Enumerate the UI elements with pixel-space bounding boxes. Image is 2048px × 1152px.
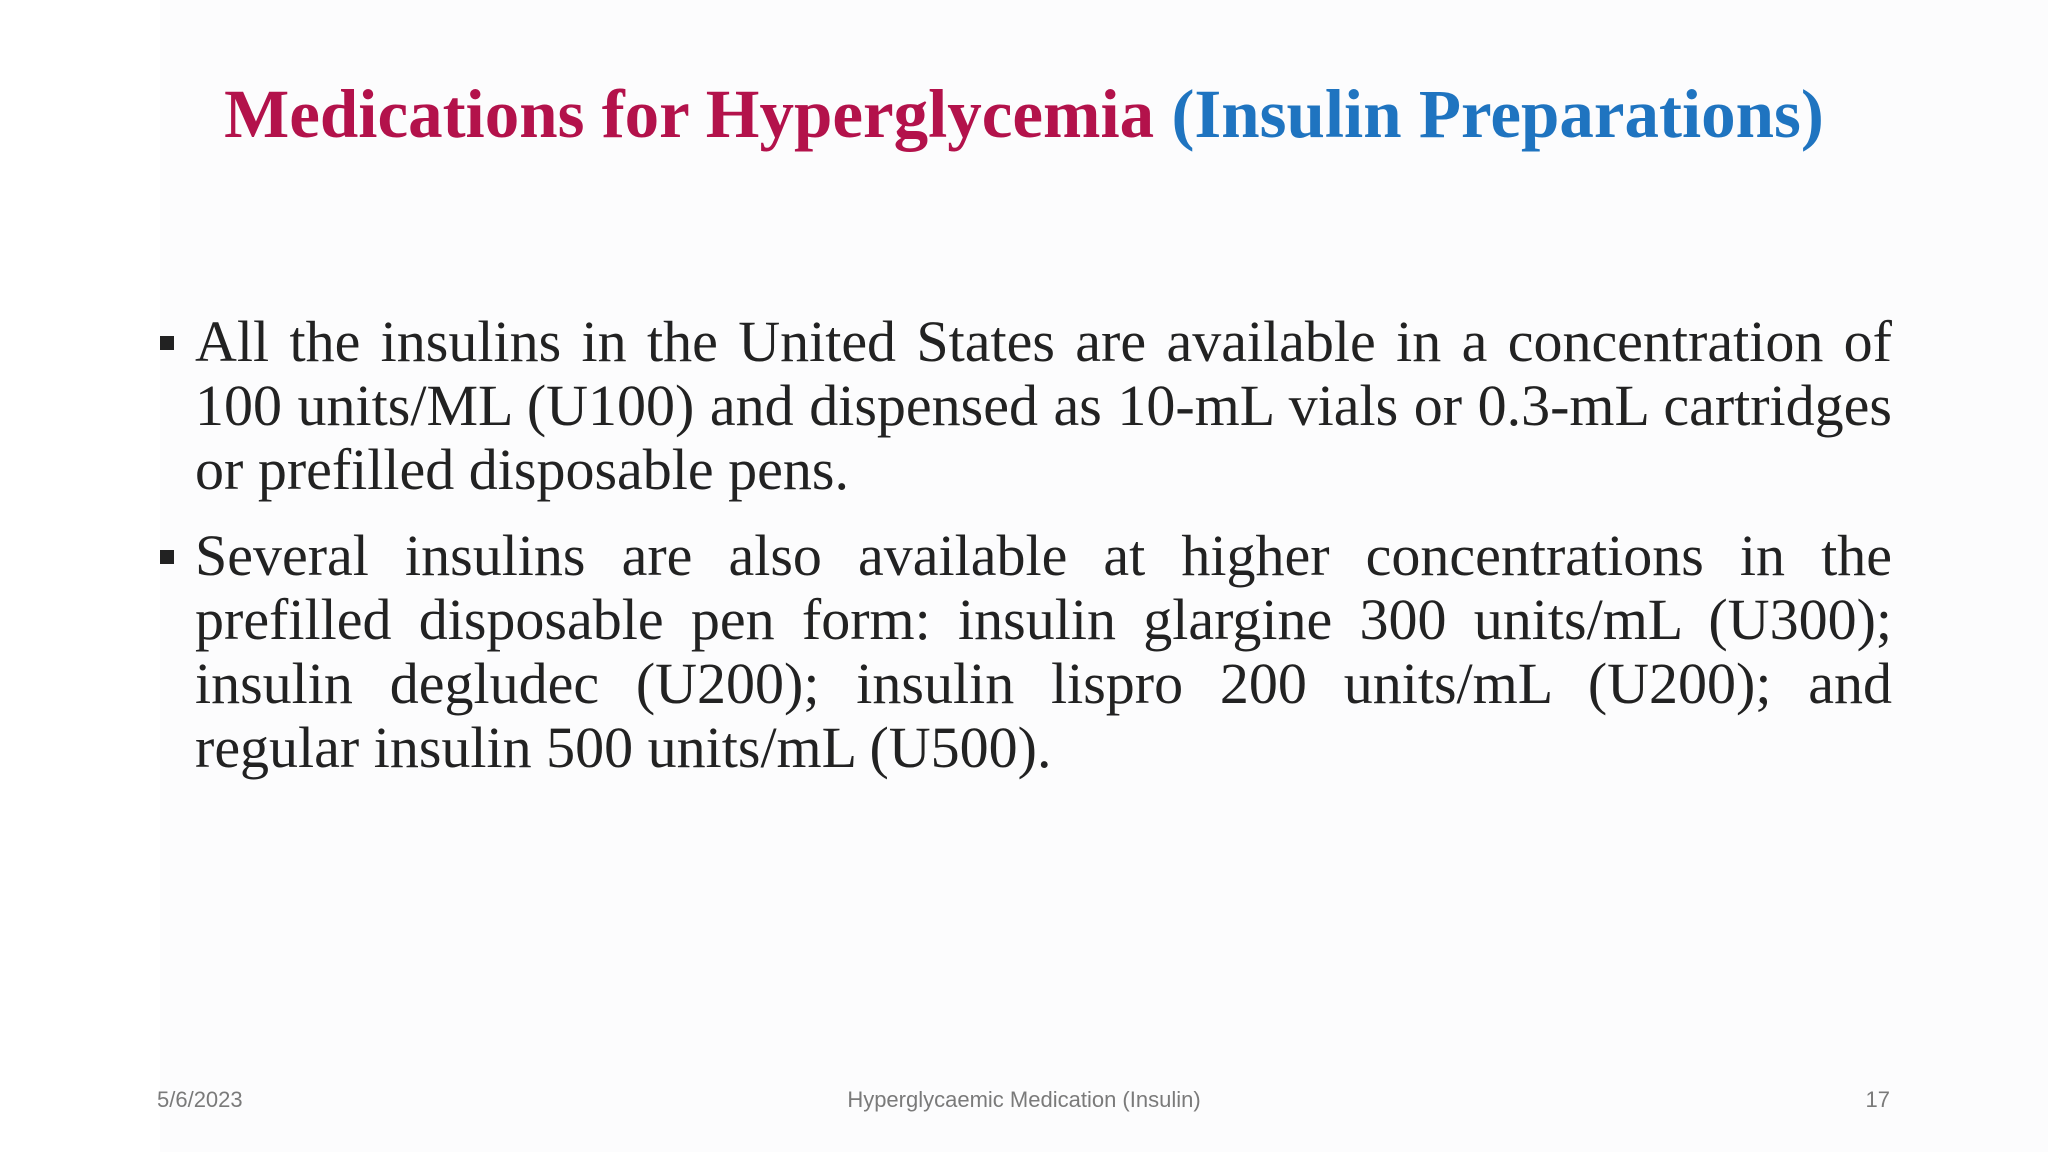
bullet-text: All the insulins in the United States are available in a concentration of 100 units/ML (U100) and dispensed as 10-mL vials or 0.3-mL cartridges or prefilled disposable pens. (195, 309, 1892, 502)
slide-title-sub: (Insulin Preparations) (1171, 76, 1824, 152)
footer-date: 5/6/2023 (157, 1087, 243, 1112)
bullet-text: Several insulins are also available at higher concentrations in the prefilled disposable pen form: insulin glargine 300 units/mL (U300); insulin degludec (U200); insulin lispro 200 units/mL (U200); and regular insulin 500 units/mL (U500). (195, 523, 1892, 780)
bullet-item (158, 524, 1892, 780)
bullet-item (158, 310, 1892, 502)
slide-body (158, 310, 1892, 802)
slide-title-main: Medications for Hyperglycemia (224, 76, 1155, 152)
square-bullet-icon (160, 336, 174, 350)
footer-page-number: 17 (1865, 1087, 1890, 1112)
footer-title: Hyperglycaemic Medication (Insulin) (847, 1087, 1201, 1112)
slide-title (0, 72, 2048, 156)
square-bullet-icon (160, 550, 174, 564)
